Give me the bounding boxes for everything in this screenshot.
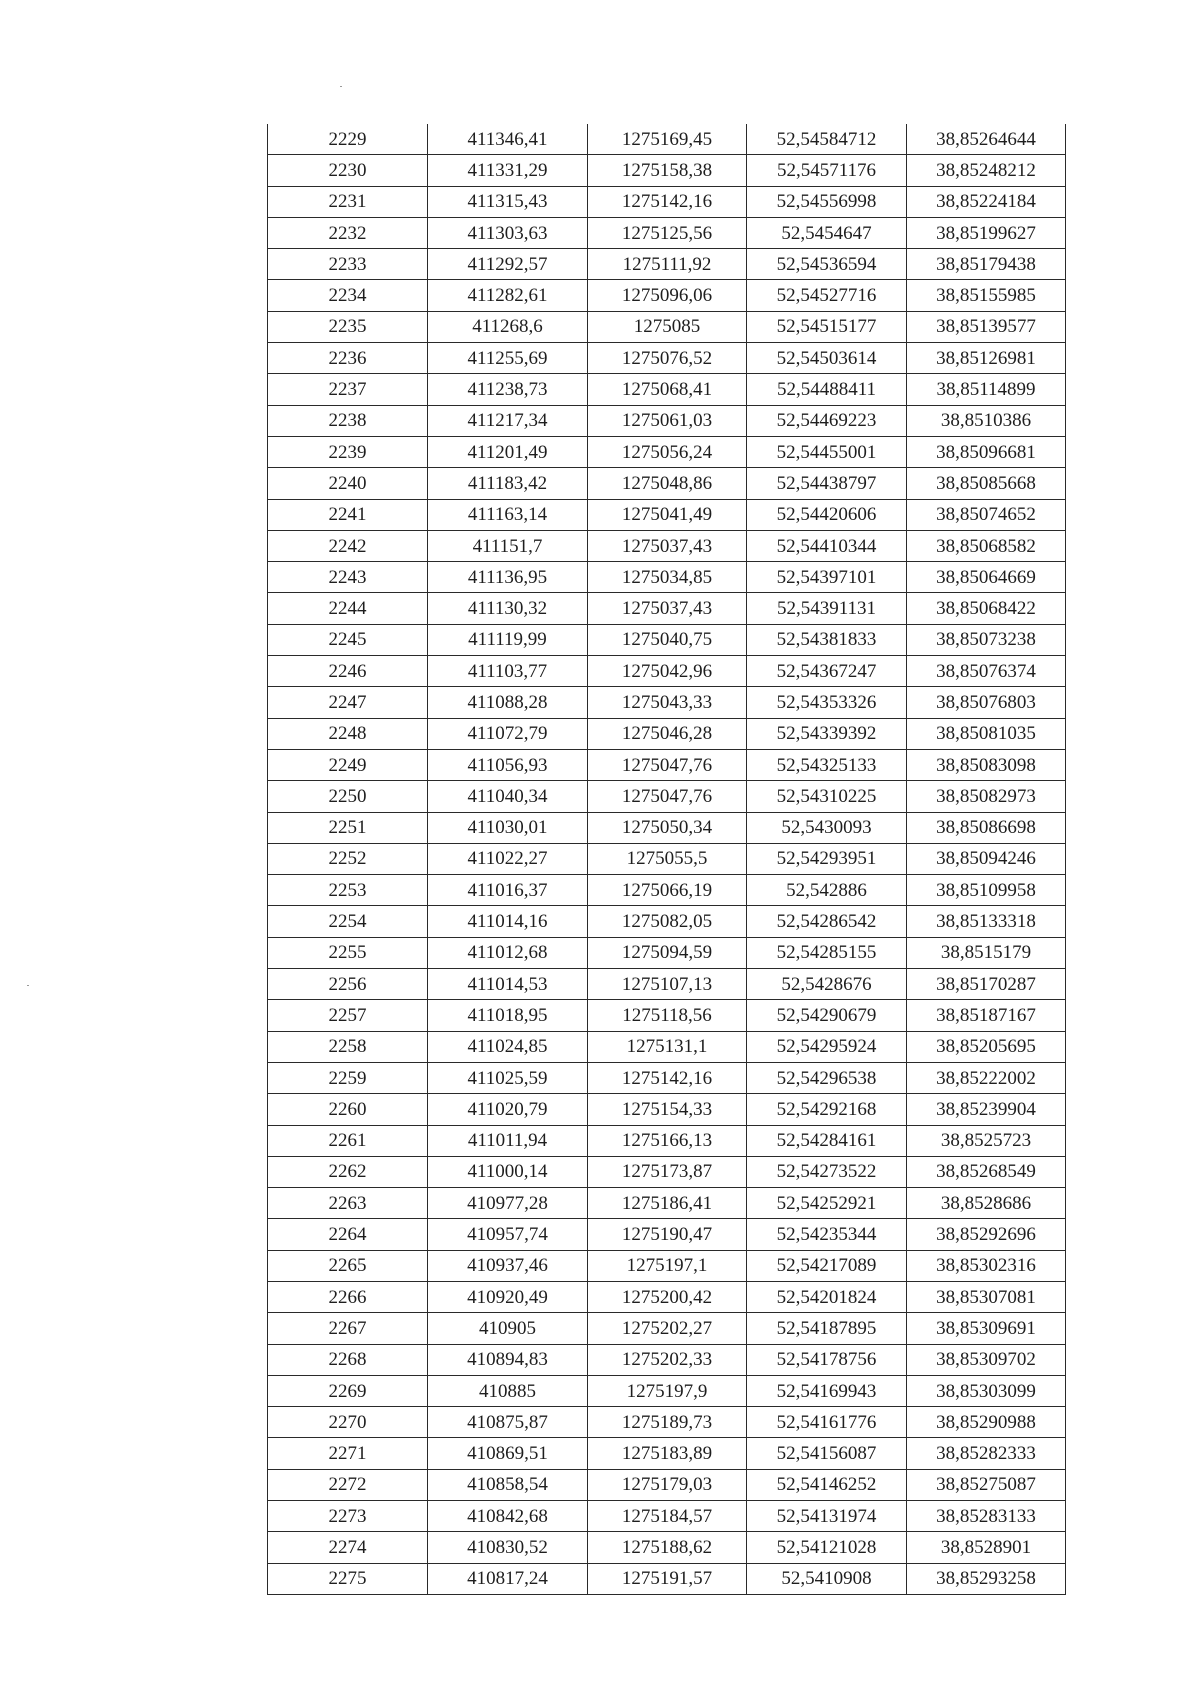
longitude-cell: 38,8528901 xyxy=(907,1532,1066,1563)
y-coordinate-cell: 1275043,33 xyxy=(588,687,747,718)
y-coordinate-cell: 1275189,73 xyxy=(588,1407,747,1438)
point-number-cell: 2252 xyxy=(268,843,428,874)
table-row xyxy=(268,124,1066,155)
x-coordinate-cell: 410869,51 xyxy=(428,1438,588,1469)
longitude-cell: 38,85283133 xyxy=(907,1501,1066,1532)
latitude-cell: 52,54410344 xyxy=(747,530,907,561)
x-coordinate-cell: 411346,41 xyxy=(428,124,588,155)
latitude-cell: 52,54178756 xyxy=(747,1344,907,1375)
point-number-cell: 2266 xyxy=(268,1281,428,1312)
table-row xyxy=(268,343,1066,374)
x-coordinate-cell: 411014,16 xyxy=(428,906,588,937)
point-number-cell: 2245 xyxy=(268,624,428,655)
y-coordinate-cell: 1275096,06 xyxy=(588,280,747,311)
point-number-cell: 2254 xyxy=(268,906,428,937)
longitude-cell: 38,85239904 xyxy=(907,1094,1066,1125)
x-coordinate-cell: 411282,61 xyxy=(428,280,588,311)
y-coordinate-cell: 1275125,56 xyxy=(588,217,747,248)
point-number-cell: 2267 xyxy=(268,1313,428,1344)
longitude-cell: 38,85275087 xyxy=(907,1469,1066,1500)
y-coordinate-cell: 1275050,34 xyxy=(588,812,747,843)
longitude-cell: 38,85309691 xyxy=(907,1313,1066,1344)
longitude-cell: 38,8510386 xyxy=(907,405,1066,436)
longitude-cell: 38,85187167 xyxy=(907,1000,1066,1031)
point-number-cell: 2274 xyxy=(268,1532,428,1563)
x-coordinate-cell: 411040,34 xyxy=(428,781,588,812)
latitude-cell: 52,54381833 xyxy=(747,624,907,655)
y-coordinate-cell: 1275190,47 xyxy=(588,1219,747,1250)
x-coordinate-cell: 410817,24 xyxy=(428,1563,588,1594)
longitude-cell: 38,85302316 xyxy=(907,1250,1066,1281)
latitude-cell: 52,5410908 xyxy=(747,1563,907,1594)
table-row xyxy=(268,843,1066,874)
x-coordinate-cell: 411088,28 xyxy=(428,687,588,718)
table-row xyxy=(268,906,1066,937)
point-number-cell: 2237 xyxy=(268,374,428,405)
y-coordinate-cell: 1275142,16 xyxy=(588,186,747,217)
longitude-cell: 38,85309702 xyxy=(907,1344,1066,1375)
longitude-cell: 38,85126981 xyxy=(907,343,1066,374)
point-number-cell: 2257 xyxy=(268,1000,428,1031)
point-number-cell: 2236 xyxy=(268,343,428,374)
x-coordinate-cell: 410858,54 xyxy=(428,1469,588,1500)
point-number-cell: 2271 xyxy=(268,1438,428,1469)
point-number-cell: 2259 xyxy=(268,1062,428,1093)
latitude-cell: 52,54161776 xyxy=(747,1407,907,1438)
table-row xyxy=(268,217,1066,248)
longitude-cell: 38,85068582 xyxy=(907,530,1066,561)
x-coordinate-cell: 411024,85 xyxy=(428,1031,588,1062)
x-coordinate-cell: 410875,87 xyxy=(428,1407,588,1438)
y-coordinate-cell: 1275173,87 xyxy=(588,1156,747,1187)
longitude-cell: 38,85199627 xyxy=(907,217,1066,248)
point-number-cell: 2242 xyxy=(268,530,428,561)
y-coordinate-cell: 1275041,49 xyxy=(588,499,747,530)
table-row xyxy=(268,311,1066,342)
y-coordinate-cell: 1275082,05 xyxy=(588,906,747,937)
longitude-cell: 38,85082973 xyxy=(907,781,1066,812)
y-coordinate-cell: 1275197,9 xyxy=(588,1375,747,1406)
table-row xyxy=(268,436,1066,467)
table-row xyxy=(268,781,1066,812)
latitude-cell: 52,54273522 xyxy=(747,1156,907,1187)
longitude-cell: 38,85155985 xyxy=(907,280,1066,311)
coordinates-table-body xyxy=(268,124,1066,1594)
y-coordinate-cell: 1275061,03 xyxy=(588,405,747,436)
table-row xyxy=(268,1156,1066,1187)
longitude-cell: 38,85292696 xyxy=(907,1219,1066,1250)
y-coordinate-cell: 1275107,13 xyxy=(588,969,747,1000)
y-coordinate-cell: 1275094,59 xyxy=(588,937,747,968)
longitude-cell: 38,85170287 xyxy=(907,969,1066,1000)
x-coordinate-cell: 410957,74 xyxy=(428,1219,588,1250)
longitude-cell: 38,85076803 xyxy=(907,687,1066,718)
longitude-cell: 38,85076374 xyxy=(907,656,1066,687)
point-number-cell: 2262 xyxy=(268,1156,428,1187)
longitude-cell: 38,85248212 xyxy=(907,155,1066,186)
point-number-cell: 2235 xyxy=(268,311,428,342)
table-row xyxy=(268,530,1066,561)
latitude-cell: 52,54353326 xyxy=(747,687,907,718)
latitude-cell: 52,5430093 xyxy=(747,812,907,843)
longitude-cell: 38,85109958 xyxy=(907,875,1066,906)
y-coordinate-cell: 1275166,13 xyxy=(588,1125,747,1156)
longitude-cell: 38,85303099 xyxy=(907,1375,1066,1406)
longitude-cell: 38,85282333 xyxy=(907,1438,1066,1469)
x-coordinate-cell: 411103,77 xyxy=(428,656,588,687)
x-coordinate-cell: 411303,63 xyxy=(428,217,588,248)
point-number-cell: 2269 xyxy=(268,1375,428,1406)
table-row xyxy=(268,249,1066,280)
table-row xyxy=(268,499,1066,530)
x-coordinate-cell: 411315,43 xyxy=(428,186,588,217)
x-coordinate-cell: 411018,95 xyxy=(428,1000,588,1031)
table-row xyxy=(268,969,1066,1000)
y-coordinate-cell: 1275184,57 xyxy=(588,1501,747,1532)
x-coordinate-cell: 411072,79 xyxy=(428,718,588,749)
longitude-cell: 38,85264644 xyxy=(907,124,1066,155)
table-row xyxy=(268,812,1066,843)
x-coordinate-cell: 411151,7 xyxy=(428,530,588,561)
y-coordinate-cell: 1275048,86 xyxy=(588,468,747,499)
y-coordinate-cell: 1275183,89 xyxy=(588,1438,747,1469)
table-row xyxy=(268,1501,1066,1532)
point-number-cell: 2265 xyxy=(268,1250,428,1281)
point-number-cell: 2231 xyxy=(268,186,428,217)
y-coordinate-cell: 1275186,41 xyxy=(588,1188,747,1219)
table-row xyxy=(268,1094,1066,1125)
point-number-cell: 2229 xyxy=(268,124,428,155)
x-coordinate-cell: 411136,95 xyxy=(428,562,588,593)
x-coordinate-cell: 411016,37 xyxy=(428,875,588,906)
point-number-cell: 2230 xyxy=(268,155,428,186)
point-number-cell: 2268 xyxy=(268,1344,428,1375)
y-coordinate-cell: 1275111,92 xyxy=(588,249,747,280)
x-coordinate-cell: 410937,46 xyxy=(428,1250,588,1281)
table-row xyxy=(268,562,1066,593)
point-number-cell: 2261 xyxy=(268,1125,428,1156)
latitude-cell: 52,54438797 xyxy=(747,468,907,499)
x-coordinate-cell: 411130,32 xyxy=(428,593,588,624)
longitude-cell: 38,85096681 xyxy=(907,436,1066,467)
point-number-cell: 2251 xyxy=(268,812,428,843)
x-coordinate-cell: 410905 xyxy=(428,1313,588,1344)
y-coordinate-cell: 1275202,33 xyxy=(588,1344,747,1375)
latitude-cell: 52,54397101 xyxy=(747,562,907,593)
longitude-cell: 38,85307081 xyxy=(907,1281,1066,1312)
y-coordinate-cell: 1275047,76 xyxy=(588,781,747,812)
x-coordinate-cell: 410920,49 xyxy=(428,1281,588,1312)
latitude-cell: 52,54284161 xyxy=(747,1125,907,1156)
y-coordinate-cell: 1275191,57 xyxy=(588,1563,747,1594)
x-coordinate-cell: 410830,52 xyxy=(428,1532,588,1563)
latitude-cell: 52,54420606 xyxy=(747,499,907,530)
table-row xyxy=(268,1000,1066,1031)
y-coordinate-cell: 1275179,03 xyxy=(588,1469,747,1500)
x-coordinate-cell: 411025,59 xyxy=(428,1062,588,1093)
y-coordinate-cell: 1275068,41 xyxy=(588,374,747,405)
table-row xyxy=(268,1250,1066,1281)
point-number-cell: 2240 xyxy=(268,468,428,499)
x-coordinate-cell: 410885 xyxy=(428,1375,588,1406)
longitude-cell: 38,85224184 xyxy=(907,186,1066,217)
y-coordinate-cell: 1275142,16 xyxy=(588,1062,747,1093)
y-coordinate-cell: 1275066,19 xyxy=(588,875,747,906)
table-row xyxy=(268,875,1066,906)
y-coordinate-cell: 1275200,42 xyxy=(588,1281,747,1312)
longitude-cell: 38,85085668 xyxy=(907,468,1066,499)
longitude-cell: 38,85114899 xyxy=(907,374,1066,405)
y-coordinate-cell: 1275169,45 xyxy=(588,124,747,155)
longitude-cell: 38,85064669 xyxy=(907,562,1066,593)
longitude-cell: 38,85081035 xyxy=(907,718,1066,749)
latitude-cell: 52,5428676 xyxy=(747,969,907,1000)
table-row xyxy=(268,374,1066,405)
latitude-cell: 52,54310225 xyxy=(747,781,907,812)
point-number-cell: 2273 xyxy=(268,1501,428,1532)
longitude-cell: 38,85293258 xyxy=(907,1563,1066,1594)
table-row xyxy=(268,1125,1066,1156)
table-row xyxy=(268,186,1066,217)
point-number-cell: 2270 xyxy=(268,1407,428,1438)
x-coordinate-cell: 411012,68 xyxy=(428,937,588,968)
table-row xyxy=(268,624,1066,655)
x-coordinate-cell: 411030,01 xyxy=(428,812,588,843)
table-row xyxy=(268,405,1066,436)
latitude-cell: 52,54488411 xyxy=(747,374,907,405)
y-coordinate-cell: 1275085 xyxy=(588,311,747,342)
latitude-cell: 52,54169943 xyxy=(747,1375,907,1406)
latitude-cell: 52,54339392 xyxy=(747,718,907,749)
table-row xyxy=(268,468,1066,499)
table-row xyxy=(268,1563,1066,1594)
y-coordinate-cell: 1275131,1 xyxy=(588,1031,747,1062)
x-coordinate-cell: 411201,49 xyxy=(428,436,588,467)
y-coordinate-cell: 1275042,96 xyxy=(588,656,747,687)
latitude-cell: 52,54367247 xyxy=(747,656,907,687)
point-number-cell: 2256 xyxy=(268,969,428,1000)
table-row xyxy=(268,1281,1066,1312)
point-number-cell: 2238 xyxy=(268,405,428,436)
point-number-cell: 2243 xyxy=(268,562,428,593)
point-number-cell: 2255 xyxy=(268,937,428,968)
y-coordinate-cell: 1275047,76 xyxy=(588,749,747,780)
latitude-cell: 52,54455001 xyxy=(747,436,907,467)
y-coordinate-cell: 1275034,85 xyxy=(588,562,747,593)
x-coordinate-cell: 411022,27 xyxy=(428,843,588,874)
longitude-cell: 38,8525723 xyxy=(907,1125,1066,1156)
x-coordinate-cell: 411163,14 xyxy=(428,499,588,530)
longitude-cell: 38,85083098 xyxy=(907,749,1066,780)
latitude-cell: 52,54285155 xyxy=(747,937,907,968)
longitude-cell: 38,85094246 xyxy=(907,843,1066,874)
y-coordinate-cell: 1275056,24 xyxy=(588,436,747,467)
latitude-cell: 52,54536594 xyxy=(747,249,907,280)
x-coordinate-cell: 411292,57 xyxy=(428,249,588,280)
table-row xyxy=(268,1375,1066,1406)
table-row xyxy=(268,1062,1066,1093)
longitude-cell: 38,85086698 xyxy=(907,812,1066,843)
scan-speck xyxy=(340,86,342,87)
table-row xyxy=(268,1407,1066,1438)
latitude-cell: 52,54187895 xyxy=(747,1313,907,1344)
point-number-cell: 2275 xyxy=(268,1563,428,1594)
point-number-cell: 2232 xyxy=(268,217,428,248)
x-coordinate-cell: 411011,94 xyxy=(428,1125,588,1156)
latitude-cell: 52,5454647 xyxy=(747,217,907,248)
point-number-cell: 2234 xyxy=(268,280,428,311)
latitude-cell: 52,54156087 xyxy=(747,1438,907,1469)
point-number-cell: 2258 xyxy=(268,1031,428,1062)
latitude-cell: 52,54469223 xyxy=(747,405,907,436)
point-number-cell: 2241 xyxy=(268,499,428,530)
point-number-cell: 2239 xyxy=(268,436,428,467)
y-coordinate-cell: 1275202,27 xyxy=(588,1313,747,1344)
longitude-cell: 38,85205695 xyxy=(907,1031,1066,1062)
x-coordinate-cell: 410977,28 xyxy=(428,1188,588,1219)
latitude-cell: 52,54292168 xyxy=(747,1094,907,1125)
latitude-cell: 52,54503614 xyxy=(747,343,907,374)
scan-speck xyxy=(27,985,29,986)
longitude-cell: 38,8528686 xyxy=(907,1188,1066,1219)
latitude-cell: 52,54252921 xyxy=(747,1188,907,1219)
table-row xyxy=(268,749,1066,780)
y-coordinate-cell: 1275046,28 xyxy=(588,718,747,749)
point-number-cell: 2263 xyxy=(268,1188,428,1219)
table-row xyxy=(268,280,1066,311)
x-coordinate-cell: 411238,73 xyxy=(428,374,588,405)
y-coordinate-cell: 1275154,33 xyxy=(588,1094,747,1125)
x-coordinate-cell: 411331,29 xyxy=(428,155,588,186)
point-number-cell: 2250 xyxy=(268,781,428,812)
table-row xyxy=(268,1031,1066,1062)
table-row xyxy=(268,1438,1066,1469)
y-coordinate-cell: 1275055,5 xyxy=(588,843,747,874)
table-row xyxy=(268,155,1066,186)
table-row xyxy=(268,1469,1066,1500)
coordinates-table xyxy=(267,124,1066,1595)
latitude-cell: 52,54515177 xyxy=(747,311,907,342)
latitude-cell: 52,54325133 xyxy=(747,749,907,780)
table-row xyxy=(268,1188,1066,1219)
latitude-cell: 52,54293951 xyxy=(747,843,907,874)
table-row xyxy=(268,1219,1066,1250)
table-row xyxy=(268,687,1066,718)
table-row xyxy=(268,937,1066,968)
latitude-cell: 52,54556998 xyxy=(747,186,907,217)
longitude-cell: 38,85290988 xyxy=(907,1407,1066,1438)
x-coordinate-cell: 411183,42 xyxy=(428,468,588,499)
longitude-cell: 38,85073238 xyxy=(907,624,1066,655)
point-number-cell: 2264 xyxy=(268,1219,428,1250)
x-coordinate-cell: 411020,79 xyxy=(428,1094,588,1125)
x-coordinate-cell: 411000,14 xyxy=(428,1156,588,1187)
longitude-cell: 38,85179438 xyxy=(907,249,1066,280)
longitude-cell: 38,8515179 xyxy=(907,937,1066,968)
table-row xyxy=(268,656,1066,687)
latitude-cell: 52,542886 xyxy=(747,875,907,906)
longitude-cell: 38,85222002 xyxy=(907,1062,1066,1093)
point-number-cell: 2249 xyxy=(268,749,428,780)
point-number-cell: 2246 xyxy=(268,656,428,687)
y-coordinate-cell: 1275076,52 xyxy=(588,343,747,374)
x-coordinate-cell: 411119,99 xyxy=(428,624,588,655)
x-coordinate-cell: 411014,53 xyxy=(428,969,588,1000)
y-coordinate-cell: 1275188,62 xyxy=(588,1532,747,1563)
latitude-cell: 52,54296538 xyxy=(747,1062,907,1093)
y-coordinate-cell: 1275158,38 xyxy=(588,155,747,186)
latitude-cell: 52,54295924 xyxy=(747,1031,907,1062)
latitude-cell: 52,54527716 xyxy=(747,280,907,311)
latitude-cell: 52,54201824 xyxy=(747,1281,907,1312)
latitude-cell: 52,54121028 xyxy=(747,1532,907,1563)
y-coordinate-cell: 1275037,43 xyxy=(588,530,747,561)
latitude-cell: 52,54584712 xyxy=(747,124,907,155)
latitude-cell: 52,54131974 xyxy=(747,1501,907,1532)
latitude-cell: 52,54290679 xyxy=(747,1000,907,1031)
latitude-cell: 52,54391131 xyxy=(747,593,907,624)
y-coordinate-cell: 1275197,1 xyxy=(588,1250,747,1281)
table-row xyxy=(268,1532,1066,1563)
table-row xyxy=(268,593,1066,624)
point-number-cell: 2233 xyxy=(268,249,428,280)
point-number-cell: 2244 xyxy=(268,593,428,624)
table-row xyxy=(268,1313,1066,1344)
table-row xyxy=(268,1344,1066,1375)
point-number-cell: 2248 xyxy=(268,718,428,749)
x-coordinate-cell: 411056,93 xyxy=(428,749,588,780)
point-number-cell: 2253 xyxy=(268,875,428,906)
latitude-cell: 52,54286542 xyxy=(747,906,907,937)
point-number-cell: 2247 xyxy=(268,687,428,718)
longitude-cell: 38,85074652 xyxy=(907,499,1066,530)
x-coordinate-cell: 411268,6 xyxy=(428,311,588,342)
table-row xyxy=(268,718,1066,749)
longitude-cell: 38,85268549 xyxy=(907,1156,1066,1187)
x-coordinate-cell: 411217,34 xyxy=(428,405,588,436)
y-coordinate-cell: 1275118,56 xyxy=(588,1000,747,1031)
latitude-cell: 52,54217089 xyxy=(747,1250,907,1281)
point-number-cell: 2272 xyxy=(268,1469,428,1500)
longitude-cell: 38,85139577 xyxy=(907,311,1066,342)
y-coordinate-cell: 1275040,75 xyxy=(588,624,747,655)
x-coordinate-cell: 411255,69 xyxy=(428,343,588,374)
longitude-cell: 38,85068422 xyxy=(907,593,1066,624)
x-coordinate-cell: 410842,68 xyxy=(428,1501,588,1532)
point-number-cell: 2260 xyxy=(268,1094,428,1125)
x-coordinate-cell: 410894,83 xyxy=(428,1344,588,1375)
y-coordinate-cell: 1275037,43 xyxy=(588,593,747,624)
latitude-cell: 52,54235344 xyxy=(747,1219,907,1250)
latitude-cell: 52,54571176 xyxy=(747,155,907,186)
latitude-cell: 52,54146252 xyxy=(747,1469,907,1500)
longitude-cell: 38,85133318 xyxy=(907,906,1066,937)
